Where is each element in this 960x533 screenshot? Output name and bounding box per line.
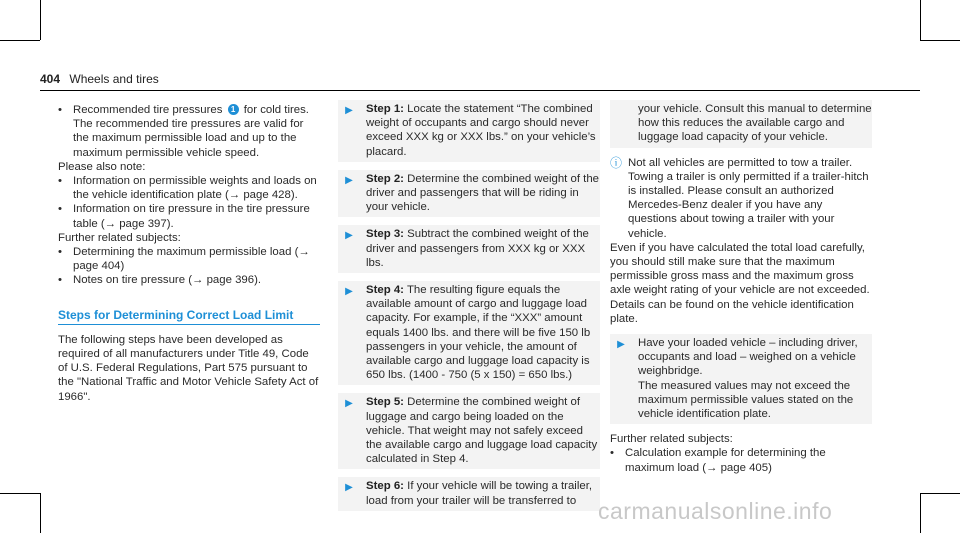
step-label: Step 2: (366, 172, 404, 185)
crop-mark (920, 493, 960, 494)
column-2 (338, 100, 600, 519)
crop-mark (920, 40, 960, 41)
step-text: Subtract the combined weight of the driver and passengers from XXX kg or XXX lbs. (366, 228, 589, 269)
list-item (58, 202, 320, 230)
page-number: 404 (40, 72, 61, 86)
crop-mark (920, 493, 921, 533)
step-item (338, 100, 600, 162)
list-item[interactable] (58, 273, 320, 287)
step-item (338, 393, 600, 469)
step-label: Step 1: (366, 103, 404, 115)
step-item (338, 225, 600, 273)
header-section-title: Wheels and tires (69, 72, 159, 86)
step-label: Step 5: (366, 396, 404, 409)
further-subjects-label: Further related subjects: (610, 433, 733, 446)
bullet-text: Recommended tire pressures (73, 104, 223, 116)
column-3 (610, 100, 872, 475)
step-text: your vehicle. Consult this manual to determine how this reduces the available cargo and luggage load capacity of your vehicle. (638, 103, 872, 144)
note-text: Not all vehicles are permitted to tow a trailer. Towing a trailer is only permitted if a trailer-hitch is installed. Please consult an authorized Mercedes-Benz dealer if you have any questions about towing a trailer with your vehicle. (628, 156, 869, 240)
crop-mark (920, 0, 921, 40)
bullet-icon: • (58, 175, 62, 188)
list-item (58, 174, 320, 202)
please-note-label: Please also note: (58, 160, 146, 173)
step-arrow-icon: ▶ (617, 339, 625, 351)
list-item[interactable] (58, 245, 320, 273)
step-text: Locate the statement “The combined weight of occupants and cargo should never exceed XXX kg or XXX lbs.” on your vehicle’s placard. (366, 103, 596, 158)
section-title: Steps for Determining Correct Load Limit (58, 307, 294, 322)
step-arrow-icon: ▶ (345, 230, 353, 242)
step-item (338, 281, 600, 385)
step-item (338, 477, 600, 510)
section-body: The following steps have been developed as required of all manufacturers under Title 49, Code of U.S. Federal Regulations, Part 575 pursuant to the "National Traffic and Motor Vehicle Safety Act of 1966". (58, 333, 319, 403)
bullet-text: for cold tires. The recommended tire pressures are valid for the maximum permissible load and up to the maximum permissible vehicle speed. (73, 104, 309, 159)
step-text: Determine the combined weight of luggage and cargo being loaded on the vehicle. That weight may not safely exceed the available cargo and luggage load capacity calculated in Step 4. (366, 396, 598, 466)
step-item (610, 334, 872, 424)
step-continuation (610, 100, 872, 148)
crop-mark (0, 40, 40, 41)
step-arrow-icon: ▶ (345, 398, 353, 410)
bullet-icon: • (58, 104, 62, 116)
paragraph: Even if you have calculated the total load carefully, you should still make sure that the maximum permissible gross mass and the maximum gross axle weight rating of your vehicle are not exceeded. Details can be found on the vehicle identification plate. (610, 241, 870, 325)
step-text: If your vehicle will be towing a trailer, load from your trailer will be transferred to (366, 480, 593, 507)
header-divider (40, 90, 920, 91)
list-item (58, 103, 320, 160)
step-arrow-icon: ▶ (345, 482, 353, 494)
watermark: carmanualsonline.info (598, 498, 833, 524)
crop-mark (40, 0, 41, 40)
note-block (610, 156, 872, 241)
callout-badge-icon: 1 (228, 104, 239, 115)
step-label: Step 3: (366, 228, 404, 241)
crop-mark (0, 493, 40, 494)
step-text: Have your loaded vehicle – including driver, occupants and load – weighed on a vehicle weighbridge. (638, 337, 858, 378)
step-arrow-icon: ▶ (345, 105, 353, 116)
step-label: Step 4: (366, 284, 404, 297)
step-text-2: The measured values may not exceed the maximum permissible values stated on the vehicle identification plate. (638, 379, 854, 421)
list-item[interactable] (610, 446, 872, 474)
list-item-text: Information on tire pressure in the tire pressure table (→ page 397). (73, 203, 310, 230)
info-icon: ⓘ (610, 155, 623, 170)
bullet-icon: • (58, 246, 62, 259)
section-divider (58, 324, 320, 325)
step-text: The resulting figure equals the available amount of cargo and luggage load capacity. For example, if the “XXX” amount equals 1400 lbs. and there will be five 150 lb passengers in your vehicle, the amount of available cargo and luggage load capacity is 650 lbs. (1400 - 750 (5 x 150) = 650 lbs.) (366, 284, 591, 382)
column-1 (58, 103, 320, 404)
page-header (40, 72, 159, 86)
step-arrow-icon: ▶ (345, 174, 353, 186)
step-text: Determine the combined weight of the driver and passengers that will be riding in your vehicle. (366, 172, 600, 214)
list-item-text: Information on permissible weights and loads on the vehicle identification plate (→ page 428). (73, 175, 317, 202)
crop-mark (40, 493, 41, 533)
bullet-icon: • (610, 447, 614, 460)
bullet-icon: • (58, 274, 62, 287)
step-arrow-icon: ▶ (345, 286, 353, 298)
related-link[interactable]: Calculation example for determining the maximum load (→ page 405) (625, 447, 826, 474)
further-subjects-label: Further related subjects: (58, 231, 181, 244)
related-link[interactable]: Notes on tire pressure (→ page 396). (73, 274, 262, 287)
related-link[interactable]: Determining the maximum permissible load (→ page 404) (73, 246, 310, 273)
step-item (338, 170, 600, 218)
step-label: Step 6: (366, 480, 404, 493)
bullet-icon: • (58, 203, 62, 216)
